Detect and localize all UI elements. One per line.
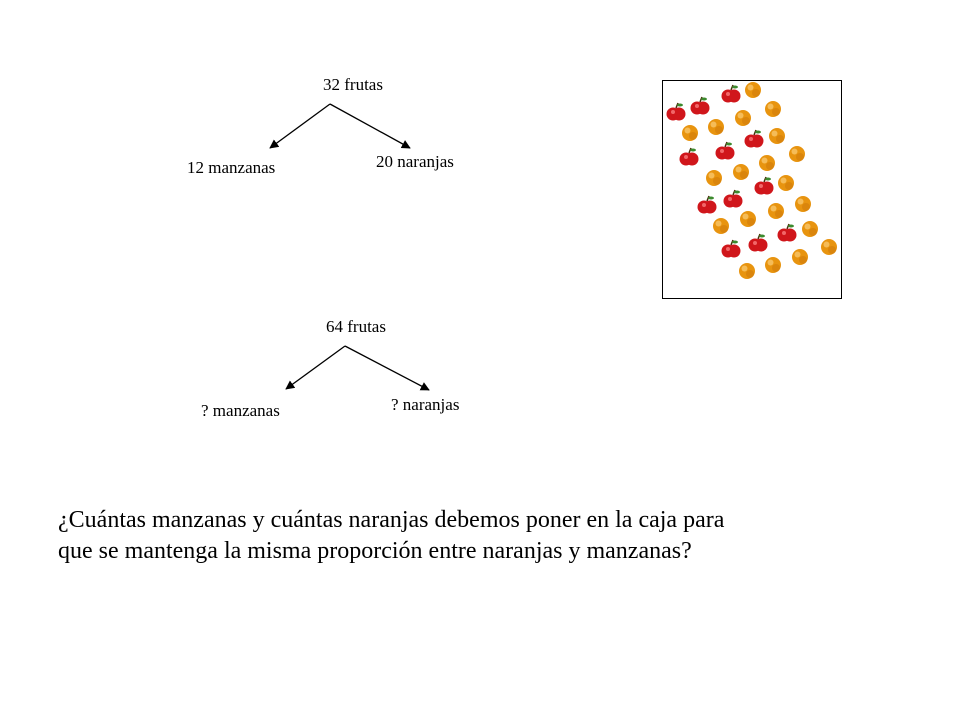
tree-1-left-arrow [270,104,330,148]
tree-2-branches [286,346,429,390]
tree-2-oranges-label: ? naranjas [391,395,460,414]
tree-1-total-label: 32 frutas [323,75,383,94]
tree-2-total-label: 64 frutas [326,317,386,336]
tree-2-apples-label: ? manzanas [201,401,280,420]
question-line-1: ¿Cuántas manzanas y cuántas naranjas debemos poner en la caja para [58,507,725,533]
fruit-box [662,80,842,299]
question-text [58,505,878,567]
tree-1-oranges-label: 20 naranjas [376,152,454,171]
tree-2-left-arrow [286,346,345,389]
tree-1-right-arrow [330,104,410,148]
tree-2-right-arrow [345,346,429,390]
question-line-2: que se mantenga la misma proporción entre naranjas y manzanas? [58,538,692,564]
tree-1-branches [270,104,410,148]
tree-1-apples-label: 12 manzanas [187,158,276,177]
